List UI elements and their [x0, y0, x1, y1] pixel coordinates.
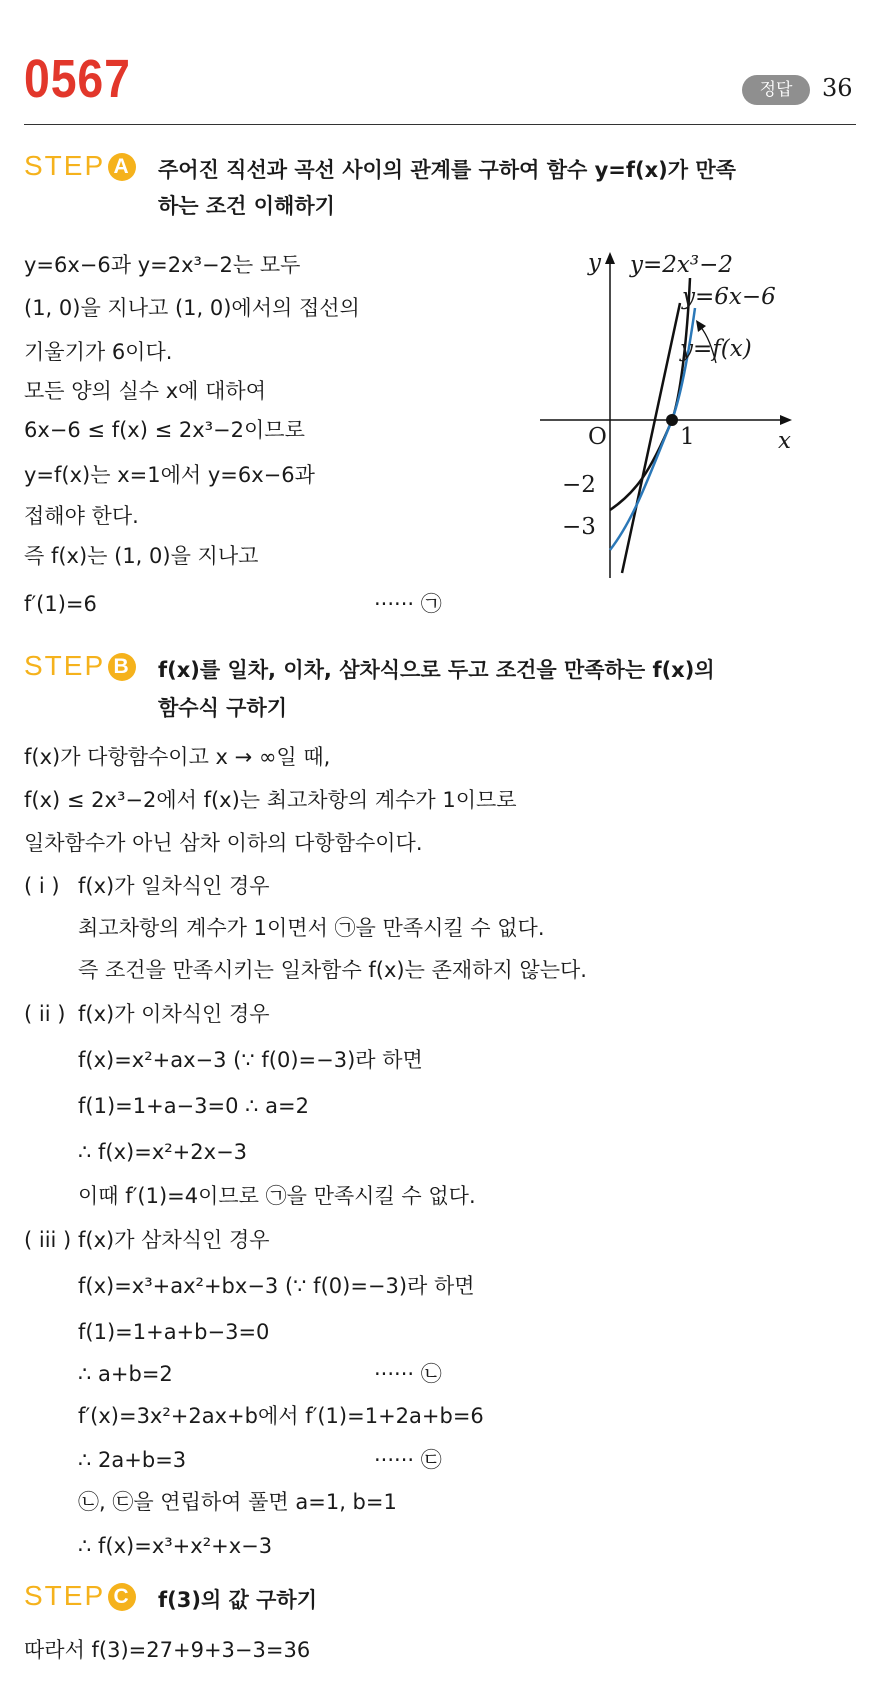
case-2-label: ( ii ): [24, 1002, 66, 1026]
case-3-line-1: f(x)=x³+ax²+bx−3 (∵ f(0)=−3)라 하면: [78, 1274, 475, 1298]
step-a-line-6: y=f(x)는 x=1에서 y=6x−6과: [24, 463, 315, 487]
step-b-intro-1: f(x)가 다항함수이고 x → ∞일 때,: [24, 745, 331, 769]
tag-b: ······ ㉡: [374, 1362, 442, 1386]
x-axis-arrow: [780, 415, 792, 425]
step-a-title-2: 하는 조건 이해하기: [158, 194, 335, 218]
step-c-title: f(3)의 값 구하기: [158, 1588, 317, 1612]
case-3-line-3: ∴ a+b=2: [78, 1362, 173, 1386]
case-2-line-4: 이때 f′(1)=4이므로 ㉠을 만족시킬 수 없다.: [78, 1184, 476, 1208]
pointer-arrow-head: [696, 320, 706, 332]
step-b-label: STEP B: [24, 650, 136, 682]
step-c-label: STEP C: [24, 1580, 136, 1612]
case-1-line-1: 최고차항의 계수가 1이면서 ㉠을 만족시킬 수 없다.: [78, 916, 545, 940]
step-b-intro-2: f(x) ≤ 2x³−2에서 f(x)는 최고차항의 계수가 1이므로: [24, 788, 517, 812]
label-y: y: [588, 250, 601, 276]
step-a-line-8: 즉 f(x)는 (1, 0)을 지나고: [24, 544, 259, 568]
step-a-line-5: 6x−6 ≤ f(x) ≤ 2x³−2이므로: [24, 418, 305, 442]
step-a-circle: A: [108, 153, 136, 181]
step-a-label: STEP A: [24, 150, 136, 182]
step-a-line-2: (1, 0)을 지나고 (1, 0)에서의 접선의: [24, 296, 360, 320]
case-3-line-7: ∴ f(x)=x³+x²+x−3: [78, 1534, 273, 1558]
answer-value: 36: [822, 74, 853, 102]
step-b-circle: B: [108, 653, 136, 681]
case-3-line-6: ㉡, ㉢을 연립하여 풀면 a=1, b=1: [78, 1490, 397, 1514]
step-b-title-1: f(x)를 일차, 이차, 삼차식으로 두고 조건을 만족하는 f(x)의: [158, 658, 715, 682]
label-cubic: y=2x³−2: [630, 252, 733, 278]
line-6x-6: [622, 303, 680, 573]
tag-a: ······ ㉠: [374, 592, 442, 616]
label-one: 1: [680, 424, 695, 450]
function-graph: [530, 248, 870, 578]
step-a-line-7: 접해야 한다.: [24, 504, 139, 528]
y-axis-arrow: [605, 252, 615, 264]
case-2-line-3: ∴ f(x)=x²+2x−3: [78, 1140, 248, 1164]
label-x: x: [778, 428, 791, 454]
step-a-line-3: 기울기가 6이다.: [24, 340, 173, 364]
case-3-head: f(x)가 삼차식인 경우: [78, 1228, 270, 1252]
step-a-line-4: 모든 양의 실수 x에 대하여: [24, 379, 266, 403]
label-f: y=f(x): [680, 336, 752, 362]
tag-c: ······ ㉢: [374, 1448, 442, 1472]
case-2-line-2: f(1)=1+a−3=0 ∴ a=2: [78, 1094, 310, 1118]
problem-number: 0567: [24, 49, 131, 109]
case-3-label: ( iii ): [24, 1228, 72, 1252]
step-b-title-2: 함수식 구하기: [158, 696, 288, 720]
step-a-title-1: 주어진 직선과 곡선 사이의 관계를 구하여 함수 y=f(x)가 만족: [158, 158, 736, 182]
case-1-head: f(x)가 일차식인 경우: [78, 874, 270, 898]
tangent-point: [666, 414, 678, 426]
label-origin: O: [588, 424, 607, 450]
step-c-circle: C: [108, 1583, 136, 1611]
case-1-line-2: 즉 조건을 만족시키는 일차함수 f(x)는 존재하지 않는다.: [78, 958, 587, 982]
case-1-label: ( i ): [24, 874, 60, 898]
step-a-line-9: f′(1)=6: [24, 592, 97, 616]
label-minus-two: −2: [562, 472, 596, 498]
case-3-line-5: ∴ 2a+b=3: [78, 1448, 187, 1472]
case-2-line-1: f(x)=x²+ax−3 (∵ f(0)=−3)라 하면: [78, 1048, 423, 1072]
case-3-line-4: f′(x)=3x²+2ax+b에서 f′(1)=1+2a+b=6: [78, 1404, 484, 1428]
answer-badge: 정답: [742, 75, 810, 105]
step-b-intro-3: 일차함수가 아닌 삼차 이하의 다항함수이다.: [24, 831, 423, 855]
header-divider: [24, 124, 856, 125]
label-line: y=6x−6: [682, 284, 776, 310]
case-2-head: f(x)가 이차식인 경우: [78, 1002, 270, 1026]
step-a-line-1: y=6x−6과 y=2x³−2는 모두: [24, 253, 301, 277]
case-3-line-2: f(1)=1+a+b−3=0: [78, 1320, 270, 1344]
step-c-line: 따라서 f(3)=27+9+3−3=36: [24, 1638, 311, 1662]
label-minus-three: −3: [562, 514, 596, 540]
